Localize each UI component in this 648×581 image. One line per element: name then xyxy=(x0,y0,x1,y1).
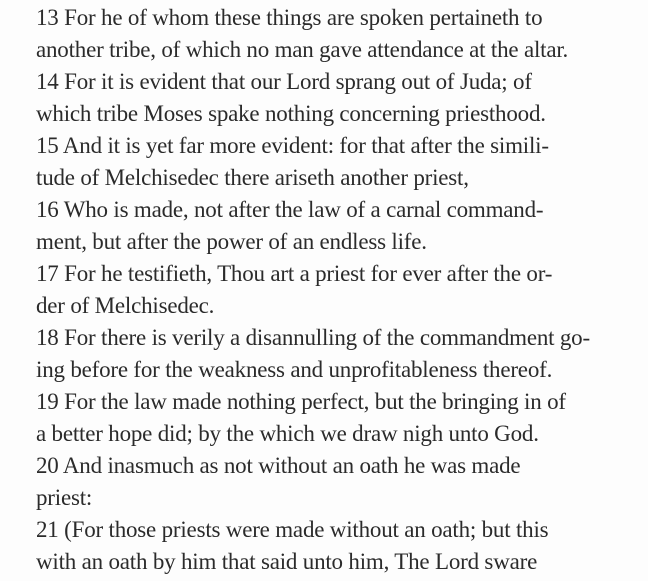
text-line: 14 For it is evident that our Lord sprang out of Juda; of xyxy=(36,69,532,94)
text-line: 18 For there is verily a disannulling of the commandment go- xyxy=(36,325,590,350)
text-line: ing before for the weakness and unprofitableness thereof. xyxy=(36,357,553,382)
text-line: 21 (For those priests were made without an oath; but this xyxy=(36,517,549,542)
text-line: 16 Who is made, not after the law of a carnal command- xyxy=(36,197,544,222)
text-line: tude of Melchisedec there ariseth another priest, xyxy=(36,165,469,190)
text-line: ment, but after the power of an endless life. xyxy=(36,229,427,254)
text-line: 17 For he testifieth, Thou art a priest for ever after the or- xyxy=(36,261,553,286)
text-line: 15 And it is yet far more evident: for that after the simili- xyxy=(36,133,549,158)
text-line: 13 For he of whom these things are spoken pertaineth to xyxy=(36,5,543,30)
text-line: a better hope did; by the which we draw nigh unto God. xyxy=(36,421,539,446)
text-line: 19 For the law made nothing perfect, but the bringing in of xyxy=(36,389,566,414)
text-line: another tribe, of which no man gave attendance at the altar. xyxy=(36,37,569,62)
text-line: which tribe Moses spake nothing concerning priesthood. xyxy=(36,101,546,126)
text-line: with an oath by him that said unto him, The Lord sware xyxy=(36,549,538,574)
text-line: priest: xyxy=(36,485,93,510)
text-line: der of Melchisedec. xyxy=(36,293,215,318)
text-line: 20 And inasmuch as not without an oath he was made xyxy=(36,453,521,478)
